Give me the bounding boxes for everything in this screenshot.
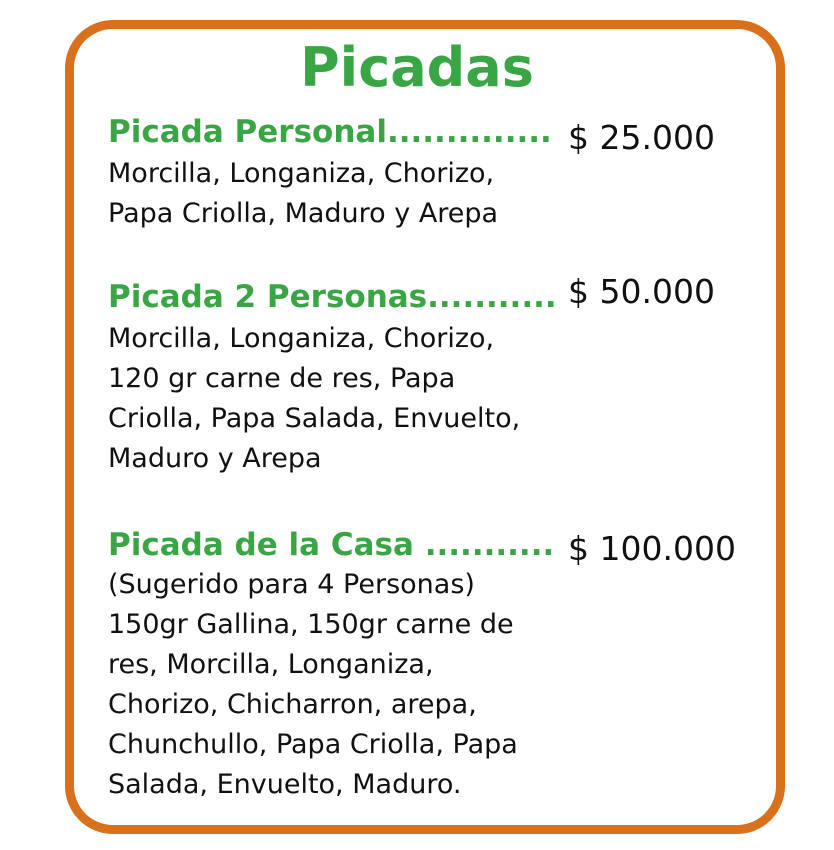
item-price-picada-de-la-casa: $ 100.000 bbox=[568, 529, 736, 568]
item-price-picada-2-personas: $ 50.000 bbox=[568, 272, 715, 311]
description-line: Papa Criolla, Maduro y Arepa bbox=[108, 198, 499, 229]
description-line: 150gr Gallina, 150gr carne de bbox=[108, 609, 514, 640]
item-description-picada-de-la-casa bbox=[108, 565, 588, 805]
menu-title: Picadas bbox=[300, 36, 534, 99]
item-description-picada-personal bbox=[108, 154, 588, 234]
item-price-picada-personal: $ 25.000 bbox=[568, 118, 715, 157]
description-line: Morcilla, Longaniza, Chorizo, bbox=[108, 323, 495, 354]
item-name-picada-2-personas: Picada 2 Personas........... bbox=[108, 279, 557, 315]
description-line: Salada, Envuelto, Maduro. bbox=[108, 769, 462, 800]
description-line: Criolla, Papa Salada, Envuelto, bbox=[108, 403, 521, 434]
description-line: Chunchullo, Papa Criolla, Papa bbox=[108, 729, 518, 760]
description-line: (Sugerido para 4 Personas) bbox=[108, 569, 475, 600]
description-line: Maduro y Arepa bbox=[108, 443, 322, 474]
description-line: Morcilla, Longaniza, Chorizo, bbox=[108, 158, 495, 189]
description-line: 120 gr carne de res, Papa bbox=[108, 363, 456, 394]
item-description-picada-2-personas bbox=[108, 319, 588, 479]
description-line: Chorizo, Chicharron, arepa, bbox=[108, 689, 477, 720]
description-line: res, Morcilla, Longaniza, bbox=[108, 649, 434, 680]
item-name-picada-de-la-casa: Picada de la Casa ........... bbox=[108, 527, 555, 563]
item-name-picada-personal: Picada Personal.............. bbox=[108, 114, 552, 150]
